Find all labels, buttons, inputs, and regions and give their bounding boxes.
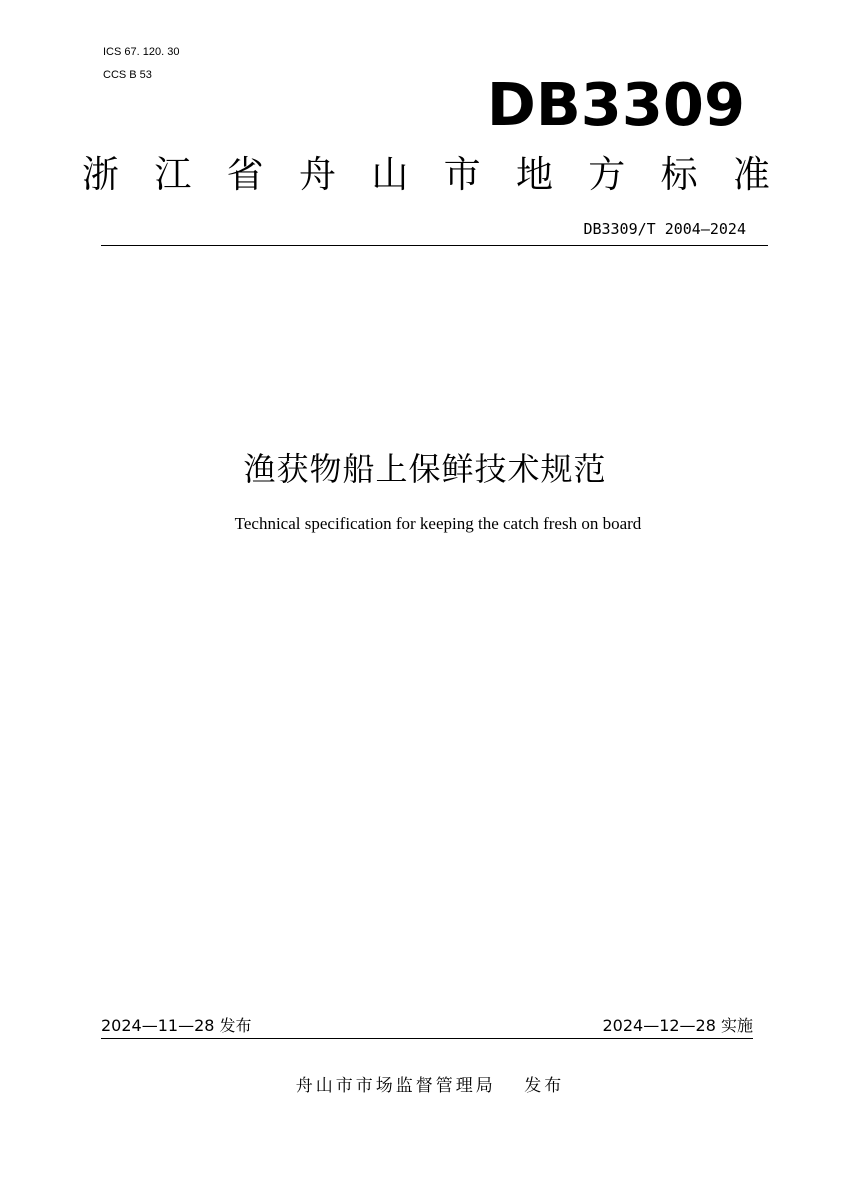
standard-type-title	[82, 151, 770, 199]
standard-type-char: 浙	[82, 153, 119, 196]
implement-date: 2024—12—28 实施	[602, 1016, 753, 1035]
standard-type-char: 准	[732, 153, 770, 196]
header-divider	[101, 245, 768, 246]
publish-date: 2024—11—28 发布	[101, 1016, 252, 1035]
standard-type-char: 市	[443, 153, 481, 196]
standard-type-char: 标	[660, 153, 698, 196]
standard-type-char: 方	[588, 153, 626, 196]
standard-type-char: 舟	[298, 153, 336, 196]
standard-code: DB3309	[486, 70, 745, 139]
issuing-authority: 舟山市市场监督管理局 发布	[295, 1076, 565, 1096]
document-title-english: Technical specification for keeping the catch fresh on board	[234, 514, 642, 533]
ics-code: ICS 67. 120. 30	[103, 46, 180, 58]
document-title-chinese: 渔获物船上保鲜技术规范	[243, 450, 607, 488]
standard-type-char: 江	[154, 153, 192, 196]
standard-number: DB3309/T 2004—2024	[583, 220, 746, 238]
ccs-code: CCS B 53	[103, 69, 152, 81]
standard-type-char: 省	[226, 153, 264, 196]
standard-type-char: 地	[515, 153, 553, 196]
standard-type-char: 山	[371, 153, 409, 196]
date-row	[101, 1014, 753, 1039]
